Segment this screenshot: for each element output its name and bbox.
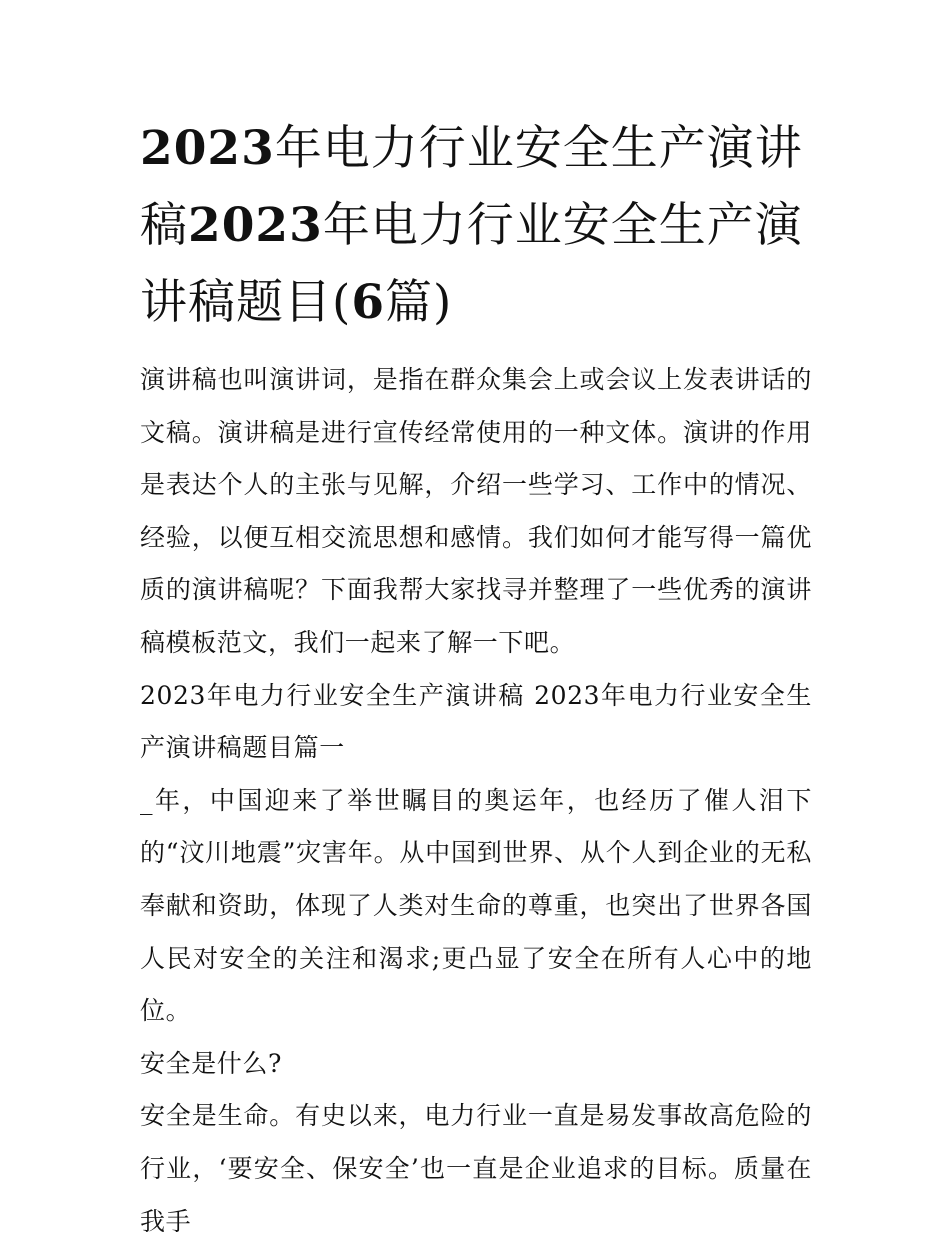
title-year-2: 2023 (188, 198, 323, 253)
question-line: 安全是什么? (140, 1048, 283, 1078)
body-paragraph: 安全是生命。有史以来，电力行业一直是易发事故高危险的行业，‘要安全、保安全’也一直是企业追求的目标。质量在我手 (140, 1101, 812, 1236)
title-text-3: 篇) (385, 275, 453, 330)
section-heading: 2023年电力行业安全生产演讲稿 2023年电力行业安全生产演讲稿题目篇一 (140, 680, 812, 763)
title-count: 6 (351, 275, 386, 330)
title-text-1: 年电力行业安全生产演讲稿 (140, 121, 803, 253)
document-title (140, 110, 820, 341)
body-paragraph: _年，中国迎来了举世瞩目的奥运年，也经历了催人泪下的“汶川地震”灾害年。从中国到世界、从个人到企业的无私奉献和资助，体现了人类对生命的尊重，也突出了世界各国人民对安全的关注和渴求;更凸显了安全在所有人心中的地位。 (140, 785, 812, 1026)
title-year-1: 2023 (140, 121, 275, 176)
title-text-2: 年电力行业安全生产演讲稿题目( (140, 198, 803, 330)
intro-paragraph: 演讲稿也叫演讲词，是指在群众集会上或会议上发表讲话的文稿。演讲稿是进行宣传经常使用的一种文体。演讲的作用是表达个人的主张与见解，介绍一些学习、工作中的情况、经验，以便互相交流思想和感情。我们如何才能写得一篇优质的演讲稿呢？下面我帮大家找寻并整理了一些优秀的演讲稿模板范文，我们一起来了解一下吧。 (140, 365, 812, 657)
document-body (140, 354, 812, 1248)
